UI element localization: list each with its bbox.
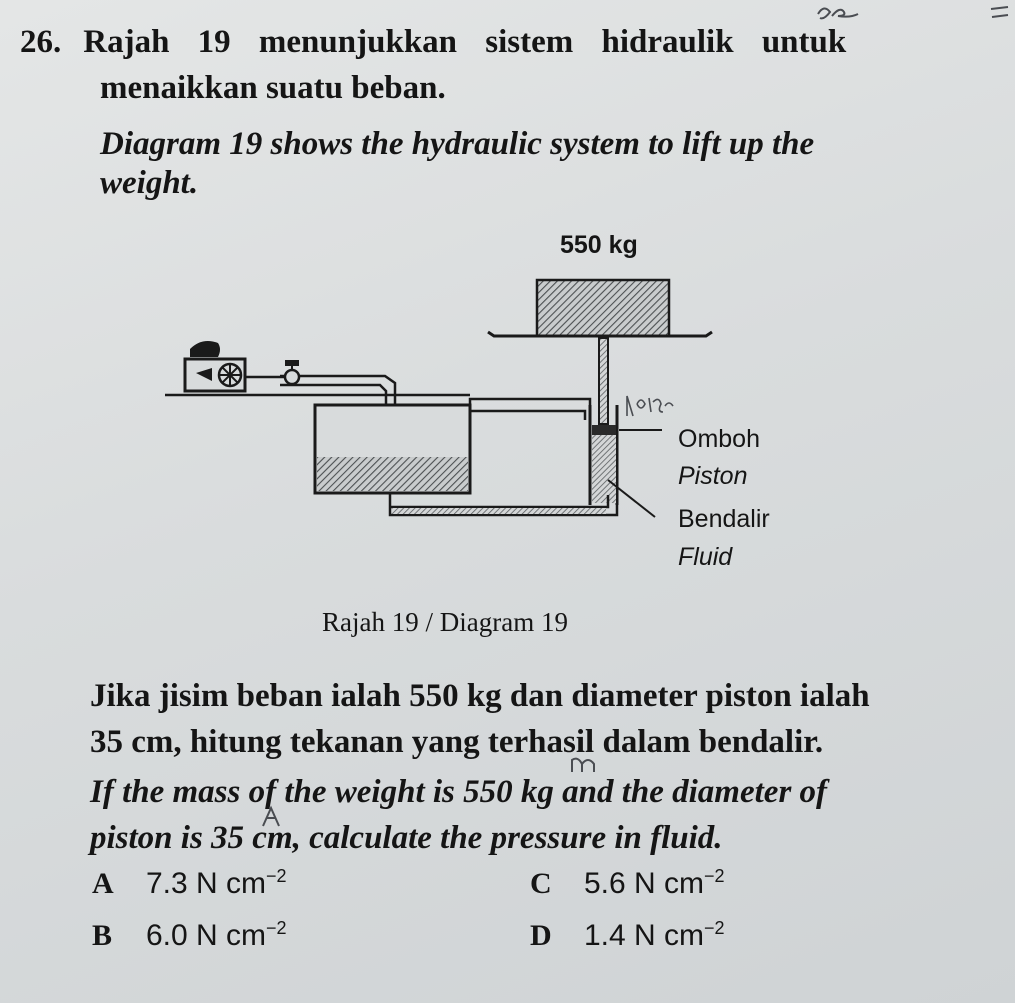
diagram-caption: Rajah 19 / Diagram 19 (322, 607, 568, 637)
piston-label-english: Piston (678, 462, 748, 490)
option-value: 6.0 N cm (146, 919, 267, 952)
given-english-line2: piston is 35 cm, calculate the pressure in fluid. (90, 820, 723, 856)
question-number: 26. (20, 24, 62, 60)
option-exponent: −2 (704, 918, 725, 938)
fluid-label-malay: Bendalir (678, 505, 770, 533)
option-letter: C (530, 867, 552, 900)
option-letter: B (92, 919, 113, 952)
option-letter: D (530, 919, 552, 952)
reservoir-fluid (317, 457, 468, 491)
option-d[interactable] (530, 918, 725, 954)
cylinder-fluid (592, 435, 616, 503)
option-letter: A (92, 867, 114, 900)
given-english-line1: If the mass of the weight is 550 kg and the diameter of (90, 774, 828, 810)
given-malay-line1: Jika jisim beban ialah 550 kg dan diameter piston ialah (90, 678, 870, 714)
mass-label: 550 kg (560, 231, 638, 259)
question-stem-malay-text-1: Rajah 19 menunjukkan sistem hidraulik untuk (83, 24, 847, 60)
option-a[interactable] (92, 866, 287, 902)
option-value: 7.3 N cm (146, 867, 267, 900)
piston-rod (599, 338, 608, 424)
fluid-label-english: Fluid (678, 543, 733, 571)
piston-label-malay: Omboh (678, 425, 760, 453)
option-value: 5.6 N cm (584, 867, 705, 900)
question-stem-english-line2: weight. (100, 165, 199, 201)
question-stem-malay-line1 (20, 22, 846, 62)
load-weight-block (537, 280, 669, 336)
given-malay-line2: 35 cm, hitung tekanan yang terhasil dalam bendalir. (90, 724, 824, 760)
option-exponent: −2 (266, 918, 287, 938)
option-c[interactable] (530, 866, 725, 902)
pencil-scribble-equals (988, 2, 1012, 26)
option-b[interactable] (92, 918, 287, 954)
option-exponent: −2 (704, 866, 725, 886)
top-pipe (470, 399, 590, 420)
piston (592, 425, 616, 435)
question-stem-malay-line2: menaikkan suatu beban. (100, 70, 446, 106)
valve-icon (285, 370, 299, 384)
question-stem-english-line1: Diagram 19 shows the hydraulic system to lift up the (100, 126, 815, 162)
pencil-scribble-top (810, 0, 870, 24)
option-value: 1.4 N cm (584, 919, 705, 952)
option-exponent: −2 (266, 866, 287, 886)
